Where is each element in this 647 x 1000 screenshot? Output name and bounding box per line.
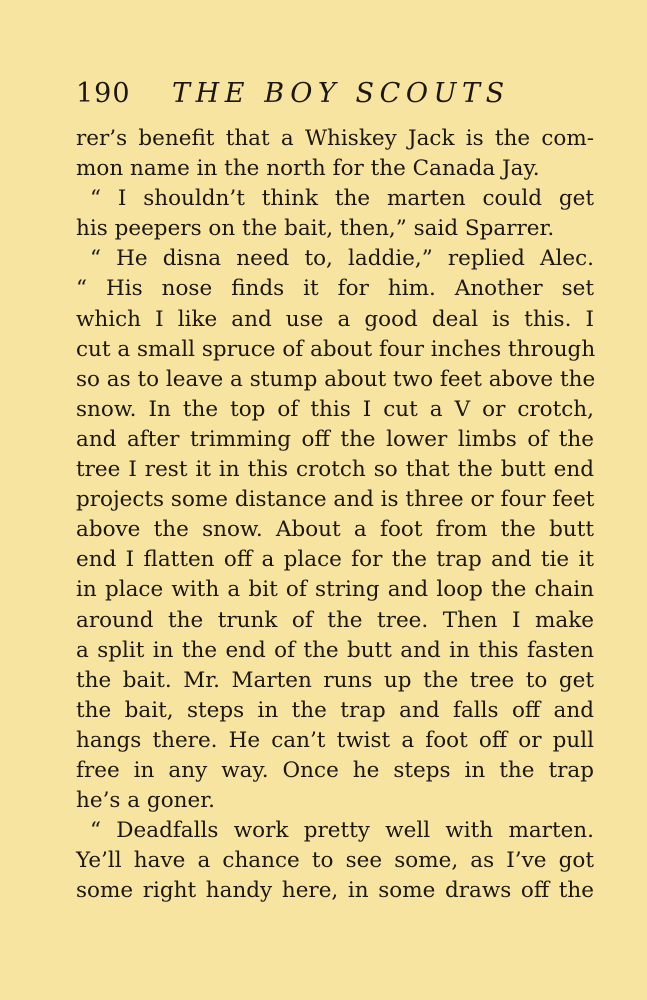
text-line: some right handy here, in some draws off the — [76, 878, 594, 904]
text-line: and after trimming off the lower limbs of the — [76, 426, 594, 452]
text-line: cut a small spruce of about four inches through — [76, 336, 596, 362]
text-line: snow. In the top of this I cut a V or crotch, — [76, 396, 594, 422]
text-line: “ Deadfalls work pretty well with marten. — [90, 818, 594, 844]
page-header — [76, 76, 596, 112]
running-title: THE BOY SCOUTS — [172, 78, 510, 109]
text-line: in place with a bit of string and loop the chain — [76, 577, 594, 603]
text-line: end I flatten off a place for the trap and tie it — [76, 547, 594, 573]
text-line: which I like and use a good deal is this. I — [76, 306, 594, 332]
body-text — [76, 124, 594, 906]
text-line: he’s a goner. — [76, 788, 215, 814]
text-line: the bait. Mr. Marten runs up the tree to get — [76, 667, 594, 693]
text-line: “ I shouldn’t think the marten could get — [90, 186, 594, 212]
text-line: a split in the end of the butt and in this fasten — [76, 637, 594, 663]
text-line: so as to leave a stump about two feet above the — [76, 366, 596, 392]
text-line: rer’s benefit that a Whiskey Jack is the com- — [76, 126, 594, 151]
text-line: “ His nose finds it for him. Another set — [76, 276, 594, 302]
text-line: Ye’ll have a chance to see some, as I’ve got — [76, 848, 594, 874]
text-line: around the trunk of the tree. Then I make — [76, 607, 594, 633]
text-line: mon name in the north for the Canada Jay. — [76, 156, 540, 182]
text-line: “ He disna need to, laddie,” replied Alec. — [90, 246, 594, 272]
text-line: his peepers on the bait, then,” said Sparrer. — [76, 216, 555, 242]
text-line: free in any way. Once he steps in the trap — [76, 757, 594, 783]
text-line: the bait, steps in the trap and falls off and — [76, 697, 594, 723]
text-line: projects some distance and is three or four feet — [76, 487, 595, 513]
text-line: hangs there. He can’t twist a foot off or pull — [76, 727, 594, 753]
page-number: 190 — [76, 78, 131, 109]
text-line: above the snow. About a foot from the butt — [76, 517, 594, 543]
text-line: tree I rest it in this crotch so that the butt end — [76, 457, 594, 483]
